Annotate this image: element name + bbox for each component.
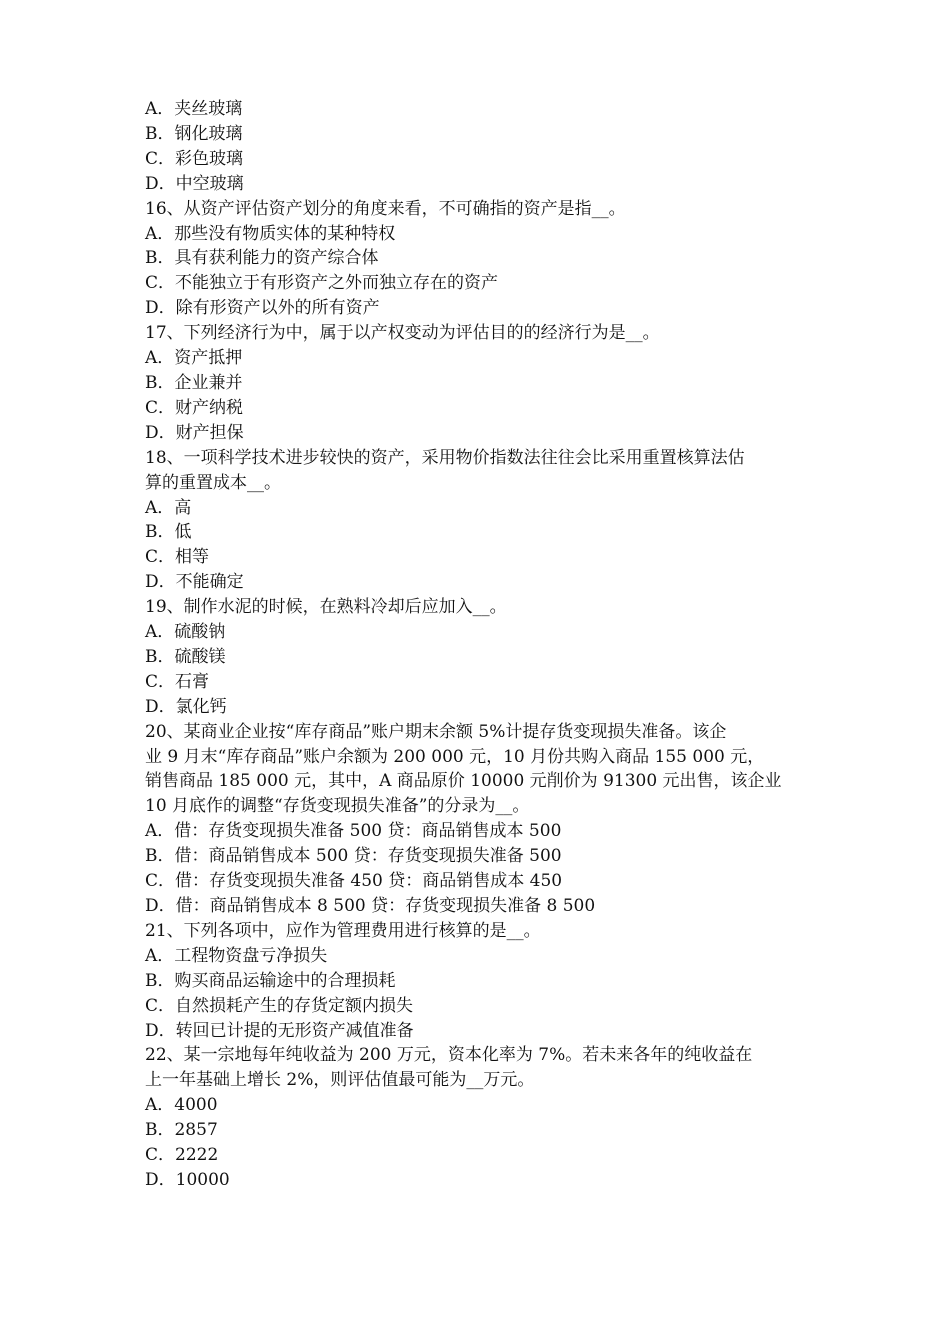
question-20-stem-line-1: 20、某商业企业按“库存商品”账户期末余额 5%计提存货变现损失准备。该企	[145, 721, 727, 742]
question-20	[145, 720, 815, 919]
option-20-a: A．借：存货变现损失准备 500 贷：商品销售成本 500	[145, 821, 562, 842]
option-15-b: B．钢化玻璃	[145, 123, 243, 144]
option-22-d: D．10000	[145, 1169, 230, 1190]
option-21-b: B．购买商品运输途中的合理损耗	[145, 970, 396, 991]
option-21-c: C．自然损耗产生的存货定额内损失	[145, 995, 414, 1016]
option-19-a: A．硫酸钠	[145, 622, 226, 643]
question-15-options	[145, 97, 815, 197]
option-20-b: B．借：商品销售成本 500 贷：存货变现损失准备 500	[145, 846, 562, 867]
option-15-c: C．彩色玻璃	[145, 148, 244, 169]
option-19-c: C．石膏	[145, 671, 210, 692]
question-18-stem-line-1: 18、一项科学技术进步较快的资产，采用物价指数法往往会比采用重置核算法估	[145, 447, 745, 468]
option-22-a: A．4000	[145, 1095, 218, 1116]
option-22-c: C．2222	[145, 1145, 219, 1166]
option-18-d: D．不能确定	[145, 572, 244, 593]
question-21	[145, 919, 815, 1044]
question-18	[145, 446, 815, 595]
option-16-c: C．不能独立于有形资产之外而独立存在的资产	[145, 273, 499, 294]
question-19	[145, 595, 815, 720]
option-16-d: D．除有形资产以外的所有资产	[145, 298, 380, 319]
option-22-b: B．2857	[145, 1120, 218, 1141]
question-17-stem: 17、下列经济行为中，属于以产权变动为评估目的的经济行为是__。	[145, 323, 660, 344]
option-21-d: D．转回已计提的无形资产减值准备	[145, 1020, 414, 1041]
document-page	[145, 97, 815, 1193]
question-16	[145, 197, 815, 322]
option-20-c: C．借：存货变现损失准备 450 贷：商品销售成本 450	[145, 871, 563, 892]
option-16-b: B．具有获利能力的资产综合体	[145, 248, 379, 269]
option-18-a: A．高	[145, 497, 192, 518]
question-22-stem-line-2: 上一年基础上增长 2%，则评估值最可能为__万元。	[145, 1070, 535, 1091]
option-17-a: A．资产抵押	[145, 348, 243, 369]
question-20-stem-line-4: 10 月底作的调整“存货变现损失准备”的分录为__。	[145, 796, 530, 817]
question-19-stem: 19、制作水泥的时候，在熟料冷却后应加入__。	[145, 597, 507, 618]
question-22-stem-line-1: 22、某一宗地每年纯收益为 200 万元，资本化率为 7%。若未来各年的纯收益在	[145, 1045, 753, 1066]
option-17-c: C．财产纳税	[145, 397, 244, 418]
question-18-stem-line-2: 算的重置成本__。	[145, 472, 281, 493]
option-15-a: A．夹丝玻璃	[145, 99, 243, 119]
question-16-stem: 16、从资产评估资产划分的角度来看，不可确指的资产是指__。	[145, 198, 626, 219]
option-19-b: B．硫酸镁	[145, 646, 226, 667]
option-15-d: D．中空玻璃	[145, 173, 244, 194]
option-17-d: D．财产担保	[145, 422, 244, 443]
option-18-b: B．低	[145, 522, 192, 543]
question-21-stem: 21、下列各项中，应作为管理费用进行核算的是__。	[145, 920, 541, 941]
option-17-b: B．企业兼并	[145, 372, 243, 393]
question-20-stem-line-3: 销售商品 185 000 元，其中，A 商品原价 10000 元削价为 91300 元出售，该企业	[145, 771, 782, 792]
option-16-a: A．那些没有物质实体的某种特权	[145, 223, 396, 244]
option-18-c: C．相等	[145, 547, 210, 568]
question-17	[145, 321, 815, 446]
option-21-a: A．工程物资盘亏净损失	[145, 945, 328, 966]
question-20-stem-line-2: 业 9 月末“库存商品”账户余额为 200 000 元，10 月份共购入商品 155 000 元，	[145, 746, 765, 767]
option-20-d: D．借：商品销售成本 8 500 贷：存货变现损失准备 8 500	[145, 896, 596, 916]
question-22	[145, 1043, 815, 1192]
option-19-d: D．氯化钙	[145, 696, 227, 717]
